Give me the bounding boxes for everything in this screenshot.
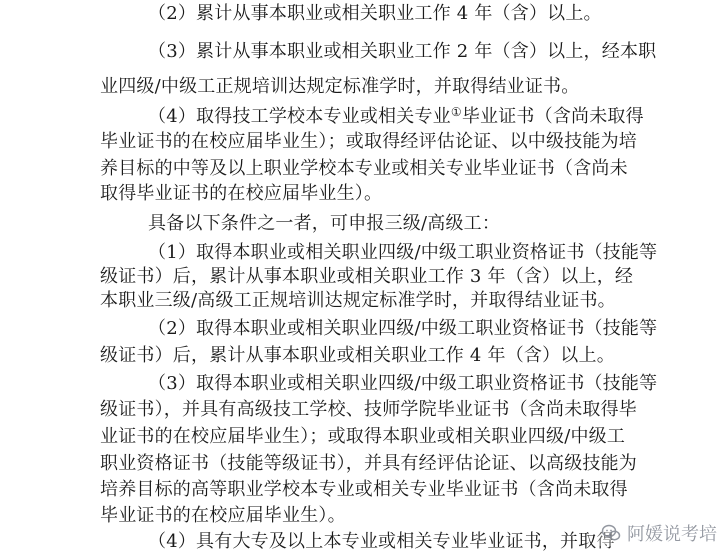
text-line-12: （2）取得本职业或相关职业四级/中级工职业资格证书（技能等 <box>148 318 658 339</box>
text-line-2: （3）累计从事本职业或相关职业工作 2 年（含）以上，经本职 <box>148 41 657 62</box>
text-line-4-part-b: 毕业证书（含尚未取得 <box>461 106 644 127</box>
text-line-3: 业四级/中级工正规培训达规定标准学时，并取得结业证书。 <box>100 76 580 97</box>
text-line-20: （4）具有大专及以上本专业或相关专业毕业证书，并取得 <box>148 531 615 552</box>
text-line-11: 本职业三级/高级工正规培训达规定标准学时，并取得结业证书。 <box>100 290 616 311</box>
text-line-4-part-a: （4）取得技工学校本专业或相关专业 <box>148 106 451 127</box>
wechat-bubble-icon <box>601 523 621 543</box>
watermark-text: 阿媛说考培 <box>627 524 717 545</box>
text-line-7: 取得毕业证书的在校应届毕业生）。 <box>100 183 383 204</box>
text-line-19: 毕业证书的在校应届毕业生）。 <box>100 505 346 526</box>
text-line-17: 职业资格证书（技能等级证书），并具有经评估论证、以高级技能为 <box>100 453 637 474</box>
text-line-8: 具备以下条件之一者，可申报三级/高级工： <box>148 213 501 234</box>
text-line-9: （1）取得本职业或相关职业四级/中级工职业资格证书（技能等 <box>148 242 658 263</box>
text-line-5: 毕业证书的在校应届毕业生）；或取得经评估论证、以中级技能为培 <box>100 131 637 152</box>
text-line-15: 级证书），并具有高级技工学校、技师学院毕业证书（含尚未取得毕 <box>100 399 637 420</box>
text-line-4 <box>148 105 644 129</box>
text-line-6: 养目标的中等及以上职业学校本专业或相关专业毕业证书（含尚未 <box>100 158 628 179</box>
text-line-14: （3）取得本职业或相关职业四级/中级工职业资格证书（技能等 <box>148 373 658 394</box>
text-line-1: （2）累计从事本职业或相关职业工作 4 年（含）以上。 <box>148 3 602 24</box>
text-line-10: 级证书）后，累计从事本职业或相关职业工作 3 年（含）以上，经 <box>100 266 634 287</box>
text-line-18: 培养目标的高等职业学校本专业或相关专业毕业证书（含尚未取得 <box>100 479 628 500</box>
watermark <box>597 520 721 546</box>
footnote-marker: ① <box>450 105 462 119</box>
text-line-16: 业证书的在校应届毕业生）；或取得本职业或相关职业四级/中级工 <box>100 426 626 447</box>
text-line-13: 级证书）后，累计从事本职业或相关职业工作 4 年（含）以上。 <box>100 345 615 366</box>
